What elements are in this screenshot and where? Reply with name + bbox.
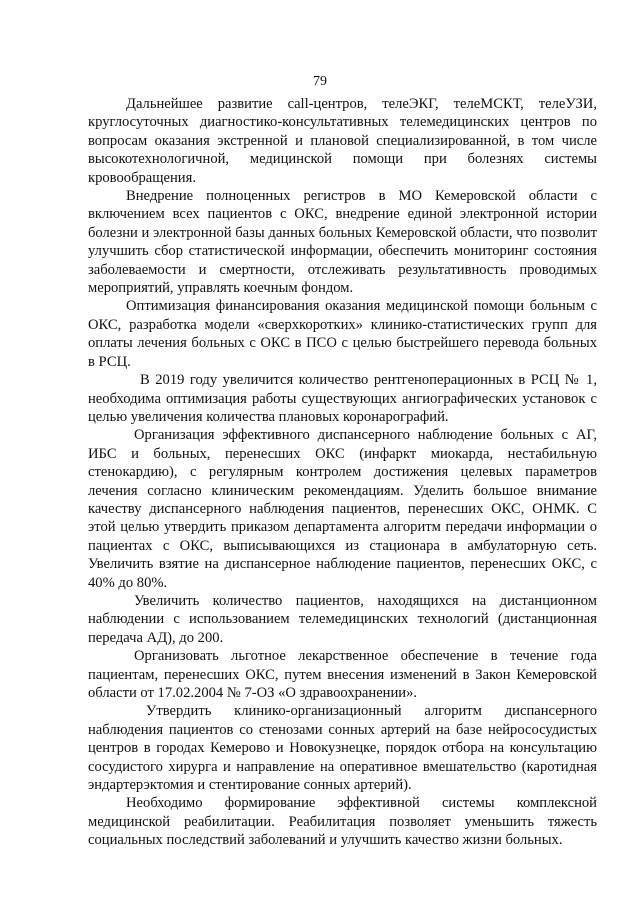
- paragraph-preferential-drugs: Организовать льготное лекарственное обеспечение в течение года пациентам, перенесших ОКС, путем внесения изменений в Закон Кемеровской области от 17.02.2004 № 7-ОЗ «О здравоохранении».: [88, 648, 597, 701]
- document-body: [88, 95, 597, 850]
- paragraph-call-centers: Дальнейшее развитие call-центров, телеЭКГ, телеМСКТ, телеУЗИ, круглосуточных диагностико-консультативных телемедицинских центров по вопросам оказания экстренной и плановой специализированной, в том числе высокотехнологичной, медицинской помощи при болезнях системы кровообращения.: [88, 96, 597, 186]
- paragraph-remote-monitoring: Увеличить количество пациентов, находящихся на дистанционном наблюдении с использованием телемедицинских технологий (дистанционная передача АД), до 200.: [88, 592, 597, 646]
- paragraph-registries: Внедрение полноценных регистров в МО Кемеровской области с включением всех пациентов с ОКС, внедрение единой электронной истории болезни и электронной базы данных больных Кемеровской области, что позволит улучшить сбор статистической информации, обеспечить мониторинг состояния заболеваемости и смертности, отслеживать результативность проводимых мероприятий, управлять коечным фондом.: [88, 188, 597, 297]
- paragraph-x-ray-operating-rooms: В 2019 году увеличится количество рентгеноперационных в РСЦ № 1, необходима оптимизация работы существующих ангиографических установок с целью увеличения количества плановых коронарографий.: [88, 372, 597, 425]
- paragraph-carotid-stenosis-algorithm: Утвердить клинико-организационный алгоритм диспансерного наблюдения пациентов со стенозами сонных артерий на базе нейрососудистых центров в городах Кемерово и Новокузнецке, порядок отбора на консультацию сосудистого хирурга и направление на оперативное вмешательство (каротидная эндартерэктомия и стентирование сонных артерий).: [88, 703, 597, 794]
- page-number: 79: [313, 74, 327, 89]
- paragraph-rehabilitation: Необходимо формирование эффективной системы комплексной медицинской реабилитации. Реабилитация позволяет уменьшить тяжесть социальных последствий заболеваний и улучшить качество жизни больных.: [88, 795, 597, 849]
- paragraph-dispensary-observation: Организация эффективного диспансерного наблюдение больных с АГ, ИБС и больных, перенесших ОКС (инфаркт миокарда, нестабильную стенокардию), с регулярным контролем достижения целевых параметров лечения согласно клиническим рекомендациям. Уделить большое внимание качеству диспансерного наблюдения пациентов, перенесших ОКС, ОНМК. С этой целью утвердить приказом департамента алгоритм передачи информации о пациентах с ОКС, выписывающихся из стационара в амбулаторную сеть. Увеличить взятие на диспансерное наблюдение пациентов, перенесших ОКС, с 40% до 80%.: [88, 427, 597, 591]
- paragraph-financing: Оптимизация финансирования оказания медицинской помощи больным с ОКС, разработка модели «сверхкоротких» клинико-статистических групп для оплаты лечения больных с ОКС в ПСО с целью быстрейшего перевода больных в РСЦ.: [88, 298, 597, 370]
